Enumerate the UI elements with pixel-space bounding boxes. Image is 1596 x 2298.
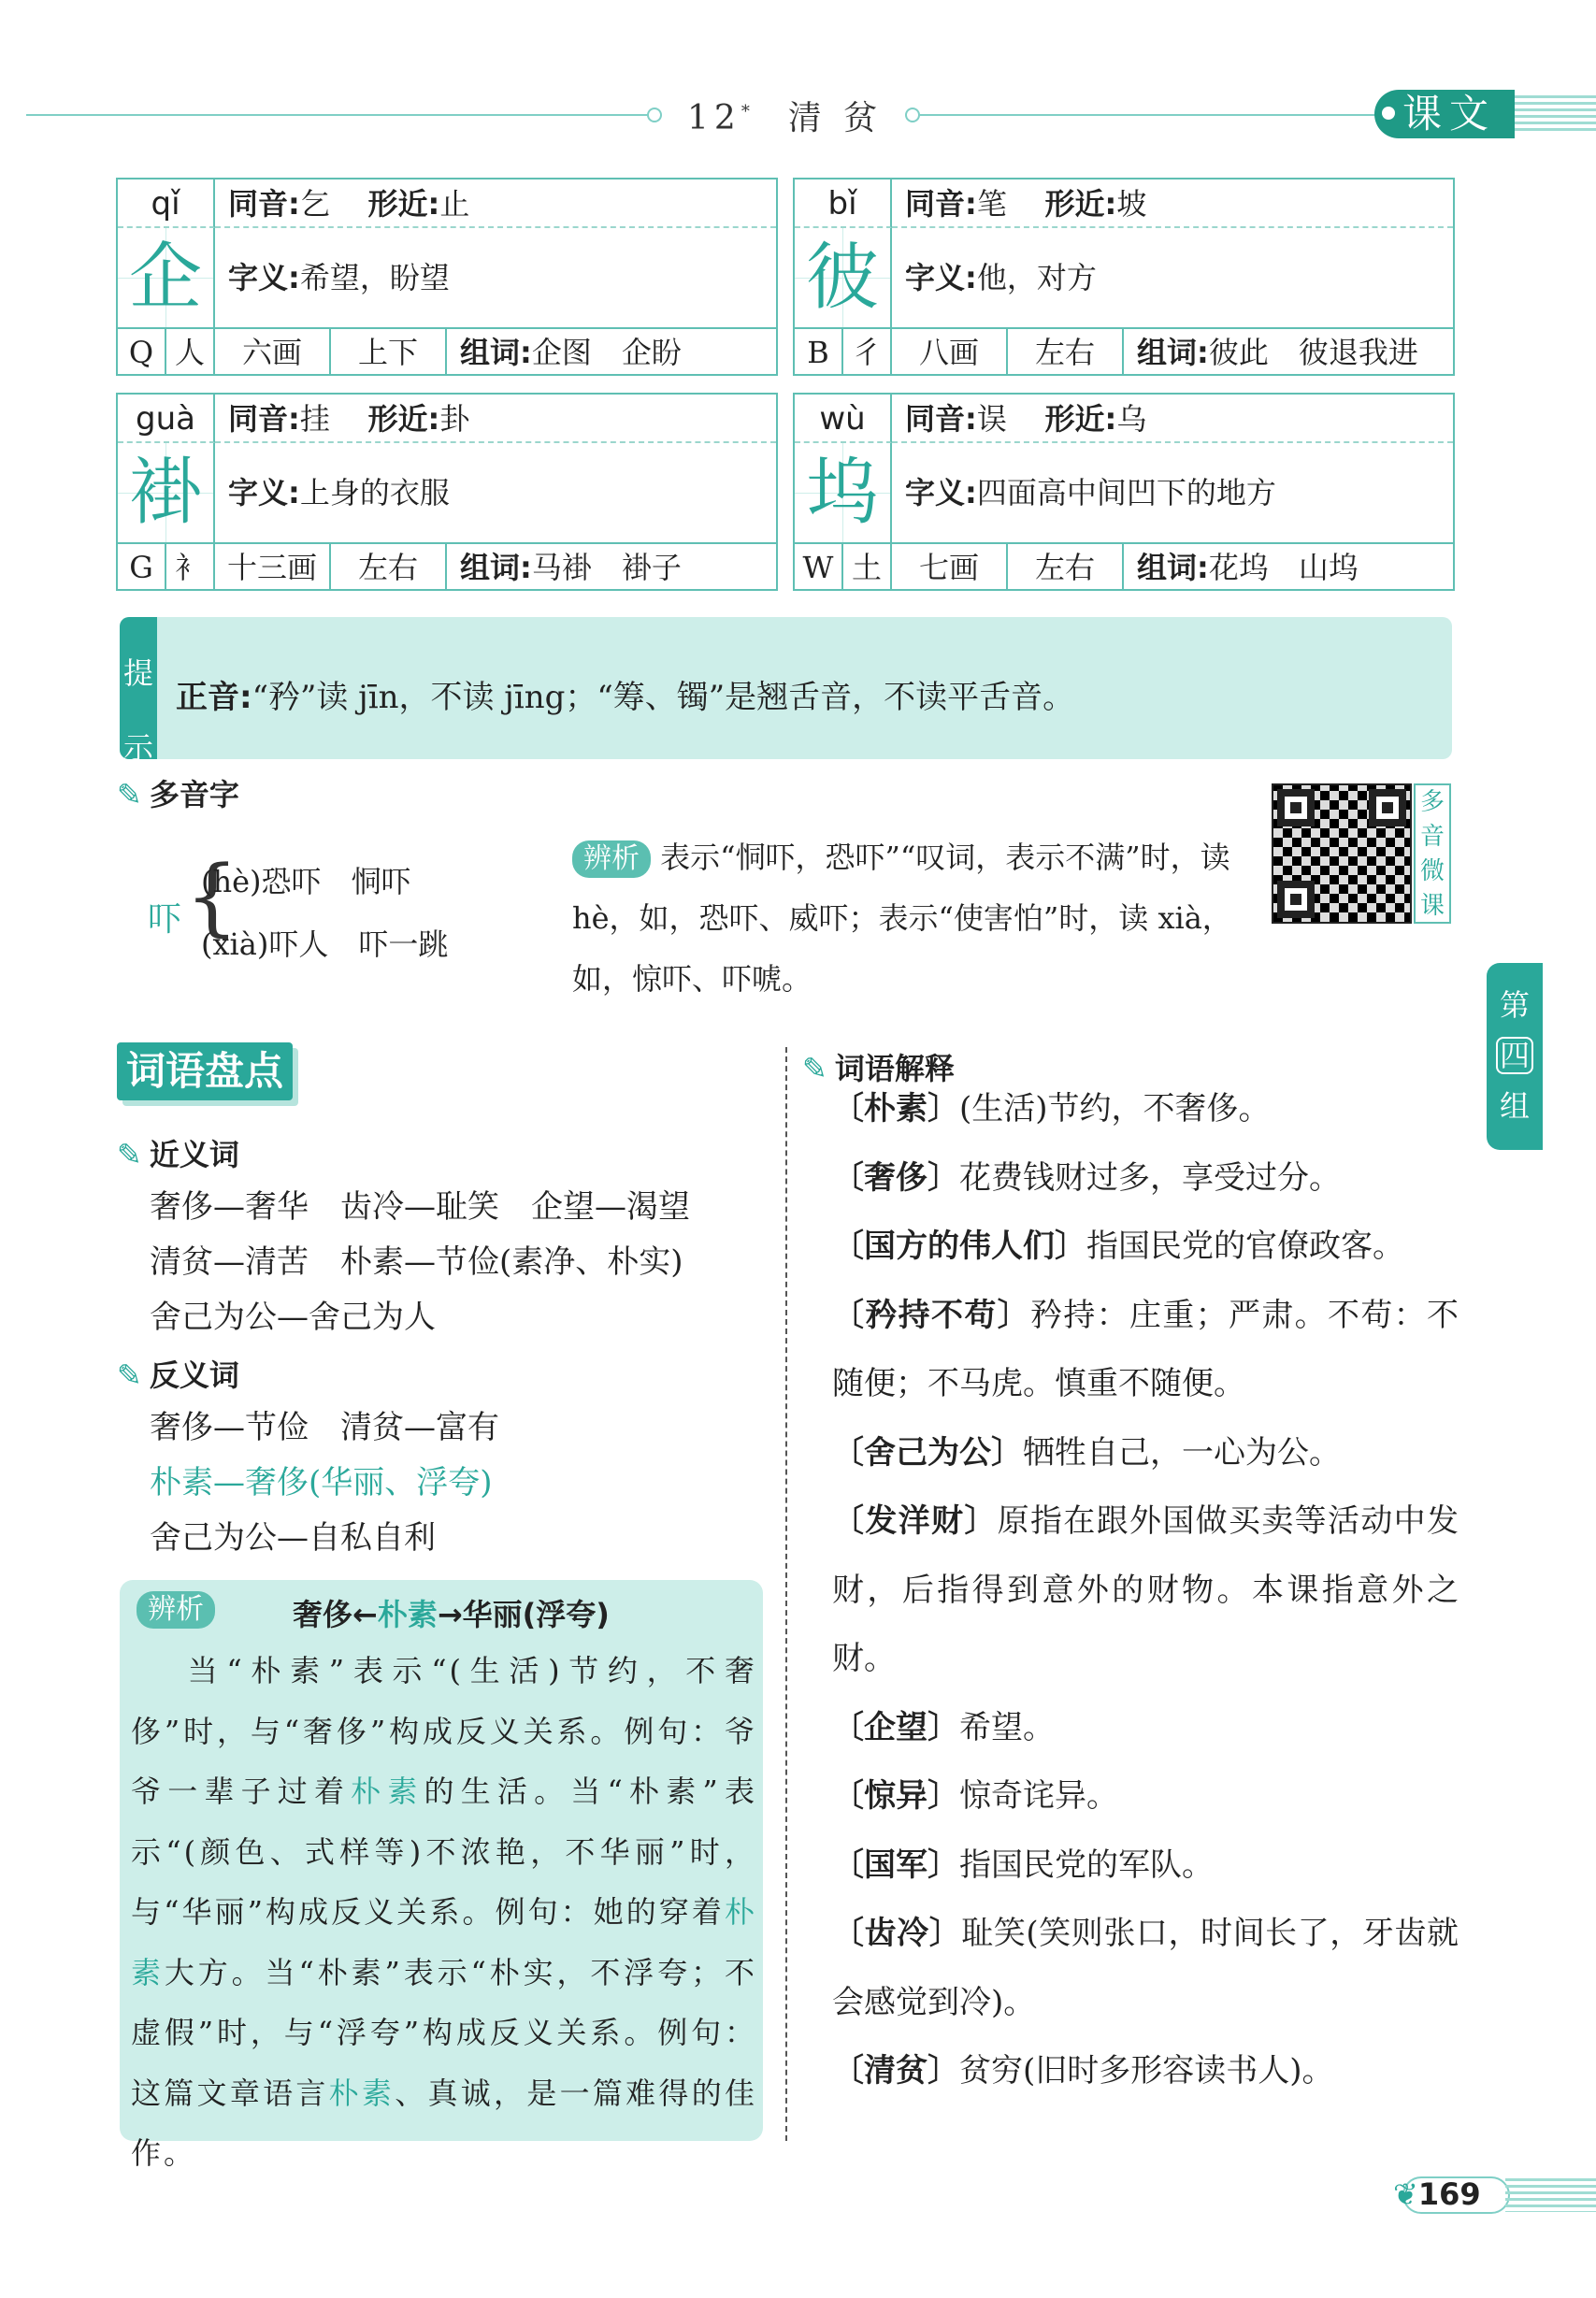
card-homophone-row: 同音:挂 形近:卦 bbox=[215, 395, 776, 443]
card-character: 企 bbox=[118, 228, 215, 327]
card-meaning-row: 字义:他，对方 bbox=[905, 260, 1097, 295]
card-meaning-row: 字义:希望，盼望 bbox=[228, 260, 450, 295]
card-words: 组词:马褂 褂子 bbox=[460, 550, 682, 585]
analysis-badge: 辨析 bbox=[137, 1591, 215, 1629]
arrow-left-icon: ← bbox=[352, 1597, 378, 1632]
card-radical: 衤 bbox=[166, 544, 215, 591]
card-structure: 左右 bbox=[331, 544, 447, 591]
antonyms-list bbox=[150, 1400, 499, 1566]
explanation-item: 〔奢侈〕花费钱财过多，享受过分。 bbox=[832, 1158, 1341, 1197]
card-radical: 人 bbox=[166, 329, 215, 376]
card-words: 组词:花坞 山坞 bbox=[1137, 550, 1359, 585]
card-info-row bbox=[118, 327, 776, 376]
list-item: 舍己为公—舍己为人 bbox=[150, 1299, 436, 1336]
card-meaning-row: 字义:上身的衣服 bbox=[228, 475, 450, 510]
qr-code-icon[interactable] bbox=[1272, 783, 1412, 924]
synonyms-title: ✎ 近义词 bbox=[117, 1137, 239, 1172]
vocab-section-title: 词语盘点 bbox=[117, 1042, 293, 1100]
explanation-item: 〔齿冷〕耻笑(笑则张口，时间长了，牙齿就会感觉到冷)。 bbox=[832, 1915, 1459, 2021]
pronunciation-tip bbox=[120, 617, 1452, 766]
antonyms-title: ✎ 反义词 bbox=[117, 1357, 239, 1393]
card-letter: W bbox=[795, 544, 843, 591]
column-divider bbox=[785, 1047, 787, 2141]
card-pinyin: bǐ bbox=[795, 180, 892, 228]
analysis-title: 奢侈←朴素→华丽(浮夸) bbox=[293, 1597, 610, 1632]
header-dot-left bbox=[647, 108, 662, 122]
card-letter: G bbox=[118, 544, 166, 591]
card-homophone-row: 同音:误 形近:乌 bbox=[892, 395, 1453, 443]
header-rule-left bbox=[26, 114, 653, 116]
card-strokes: 十三画 bbox=[215, 544, 331, 591]
header-rule-right bbox=[920, 114, 1378, 116]
lesson-name: 清 贫 bbox=[787, 99, 884, 137]
tip-label: 提 示 bbox=[120, 617, 157, 759]
analysis-badge: 辨析 bbox=[572, 840, 651, 878]
explanation-item: 〔惊异〕惊奇诧异。 bbox=[832, 1777, 1118, 1815]
card-pinyin: qǐ bbox=[118, 180, 215, 228]
card-structure: 上下 bbox=[331, 329, 447, 376]
card-letter: B bbox=[795, 329, 843, 376]
pencil-icon: ✎ bbox=[117, 1357, 142, 1393]
card-radical: 彳 bbox=[843, 329, 892, 376]
char-card-wu bbox=[793, 393, 1455, 591]
card-structure: 左右 bbox=[1008, 329, 1124, 376]
lesson-title bbox=[687, 92, 883, 139]
card-words: 组词:彼此 彼退我进 bbox=[1137, 335, 1418, 370]
list-item: 奢侈—奢华 齿冷—耻笑 企望—渴望 bbox=[150, 1188, 690, 1226]
pencil-icon: ✎ bbox=[117, 777, 142, 812]
list-item: 舍己为公—自私自利 bbox=[150, 1519, 436, 1557]
card-strokes: 六画 bbox=[215, 329, 331, 376]
polyphone-title: ✎ 多音字 bbox=[117, 777, 239, 812]
explanation-item: 〔舍己为公〕牺牲自己，一心为公。 bbox=[832, 1433, 1341, 1472]
list-item-highlight: 朴素—奢侈(华丽、浮夸) bbox=[150, 1464, 493, 1501]
card-pinyin: wù bbox=[795, 395, 892, 443]
explanation-item: 〔朴素〕(生活)节约，不奢侈。 bbox=[832, 1090, 1271, 1127]
lesson-mark: * bbox=[740, 102, 755, 122]
explanation-item: 〔矜持不苟〕矜持：庄重；严肃。不苟：不随便；不马虎。慎重不随便。 bbox=[832, 1296, 1459, 1402]
list-item: 奢侈—节俭 清贫—富有 bbox=[150, 1409, 499, 1446]
section-tag: 课文 bbox=[1374, 90, 1515, 138]
card-strokes: 七画 bbox=[892, 544, 1008, 591]
card-pinyin: guà bbox=[118, 395, 215, 443]
polyphone-char: 吓 bbox=[148, 900, 182, 939]
card-character: 坞 bbox=[795, 443, 892, 542]
card-meaning-row: 字义:四面高中间凹下的地方 bbox=[905, 475, 1276, 510]
card-info-row bbox=[118, 542, 776, 591]
page-number: ❦169 bbox=[1393, 2176, 1481, 2212]
explanations-title: ✎ 词语解释 bbox=[802, 1051, 955, 1086]
explanation-item: 〔清贫〕贫穷(旧时多形容读书人)。 bbox=[832, 2052, 1334, 2090]
explanation-item: 〔发洋财〕原指在跟外国做买卖等活动中发财，后指得到意外的财物。本课指意外之财。 bbox=[832, 1502, 1459, 1677]
polyphone-reading-2: (xià)吓人 吓一跳 bbox=[201, 926, 449, 962]
qr-label: 多 音 微 课 bbox=[1414, 783, 1451, 924]
card-info-row bbox=[795, 542, 1453, 591]
explanation-item: 〔企望〕希望。 bbox=[832, 1708, 1055, 1746]
unit-side-tab: 第 四 组 bbox=[1487, 963, 1543, 1150]
char-card-gua bbox=[116, 393, 778, 591]
lesson-number: 12 bbox=[687, 99, 741, 137]
leaf-icon: ❦ bbox=[1393, 2176, 1418, 2212]
pencil-icon: ✎ bbox=[802, 1051, 827, 1086]
card-letter: Q bbox=[118, 329, 166, 376]
card-homophone-row: 同音:笔 形近:坡 bbox=[892, 180, 1453, 228]
card-structure: 左右 bbox=[1008, 544, 1124, 591]
header-dot-right bbox=[905, 108, 920, 122]
char-card-qi bbox=[116, 178, 778, 376]
explanation-item: 〔国方的伟人们〕指国民党的官僚政客。 bbox=[832, 1228, 1404, 1265]
card-strokes: 八画 bbox=[892, 329, 1008, 376]
polyphone-reading-1: (hè)恐吓 恫吓 bbox=[201, 864, 411, 899]
header-stripes bbox=[1515, 95, 1596, 133]
arrow-right-icon: → bbox=[437, 1597, 463, 1632]
explanations-list bbox=[832, 1075, 1459, 2106]
pencil-icon: ✎ bbox=[117, 1137, 142, 1172]
synonyms-list bbox=[150, 1180, 690, 1345]
analysis-body: 当“朴素”表示“(生活)节约，不奢侈”时，与“奢侈”构成反义关系。例句：爷爷一辈子过着朴素的生活。当“朴素”表示“(颜色、式样等)不浓艳，不华丽”时，与“华丽”构成反义关系。例句：她的穿着朴素大方。当“朴素”表示“朴实，不浮夸；不虚假”时，与“浮夸”构成反义关系。例句：这篇文章语言朴素、真诚，是一篇难得的佳作。 bbox=[131, 1653, 757, 2171]
analysis-box bbox=[120, 1580, 763, 2171]
card-character: 褂 bbox=[118, 443, 215, 542]
footer-stripes bbox=[1505, 2178, 1596, 2212]
explanation-item: 〔国军〕指国民党的军队。 bbox=[832, 1846, 1214, 1884]
tip-text: 正音:“矜”读 jīn，不读 jīng；“筹、镯”是翘舌音，不读平舌音。 bbox=[176, 679, 1075, 716]
polyphone-analysis: 辨析 表示“恫吓，恐吓”“叹词，表示不满”时，读 hè，如，恐吓、威吓；表示“使害怕”时，读 xià，如，惊吓、吓唬。 bbox=[572, 840, 1232, 997]
card-character: 彼 bbox=[795, 228, 892, 327]
char-card-bi bbox=[793, 178, 1455, 376]
brace-icon: { bbox=[185, 848, 239, 946]
card-homophone-row: 同音:乞 形近:止 bbox=[215, 180, 776, 228]
card-info-row bbox=[795, 327, 1453, 376]
card-words: 组词:企图 企盼 bbox=[460, 335, 682, 370]
card-radical: 土 bbox=[843, 544, 892, 591]
list-item: 清贫—清苦 朴素—节俭(素净、朴实) bbox=[150, 1243, 683, 1281]
